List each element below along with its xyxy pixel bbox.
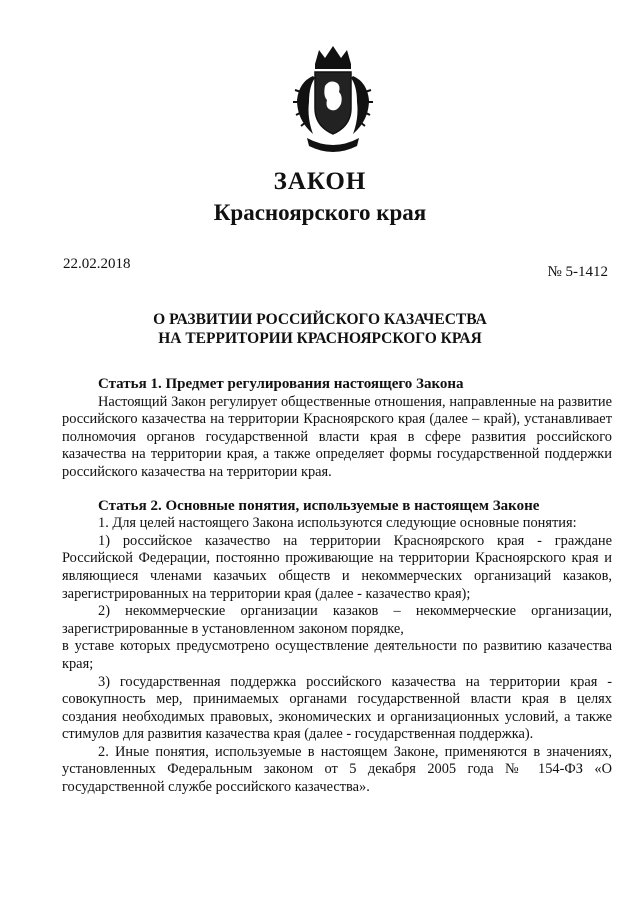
article-1-paragraph: Настоящий Закон регулирует общественные отношения, направленные на развитие российского казачества на территории Красноярского края (далее – край), устанавливает полномочия органов государственной власти края в сфере развития российского казачества на территории края, а также определяет формы государственной поддержки российского казачества на территории края. [62,393,612,480]
law-heading [0,310,640,348]
article-2-paragraph: 2. Иные понятия, используемые в настоящем Законе, применяются в значениях, установленных Федеральным законом от 5 декабря 2005 года № 154-ФЗ «О государственной службе российского казачества». [62,743,612,796]
law-date: 22.02.2018 [63,256,131,272]
article-2-paragraph: в уставе которых предусмотрено осуществление деятельности по развитию казачества края; [62,638,612,672]
coat-of-arms-emblem [285,42,381,160]
law-region-title: Красноярского края [213,200,427,225]
article-1-title: Статья 1. Предмет регулирования настоящего Закона [98,376,464,392]
law-number: № 5-1412 [547,264,608,280]
law-heading-line2: НА ТЕРРИТОРИИ КРАСНОЯРСКОГО КРАЯ [158,330,482,347]
article-2-title: Статья 2. Основные понятия, используемые в настоящем Законе [98,497,540,514]
article-2-paragraph: 1. Для целей настоящего Закона используются следующие основные понятия: [98,515,577,532]
article-2-paragraph: 1) российское казачество на территории Красноярского края - граждане Российской Федерации, постоянно проживающие на территории Красноярского края и являющиеся членами казачьих обществ и некоммерческих организаций казаков, зарегистрированных на территории края (далее - казачество края); [62,532,612,602]
law-content [62,376,612,797]
article-2-paragraph: 3) государственная поддержка российского казачества на территории края - совокупность мер, принимаемых органами государственной власти края в целях создания необходимых правовых, экономических и организационных условий, а также стимулов для развития казачества края (далее - государственная поддержка). [62,673,612,743]
law-heading-line1: О РАЗВИТИИ РОССИЙСКОГО КАЗАЧЕСТВА [153,311,487,328]
law-title: ЗАКОН [273,168,367,195]
article-2-paragraph: 2) некоммерческие организации казаков – некоммерческие организации, зарегистрированные в установленном законом порядке, [62,603,612,637]
